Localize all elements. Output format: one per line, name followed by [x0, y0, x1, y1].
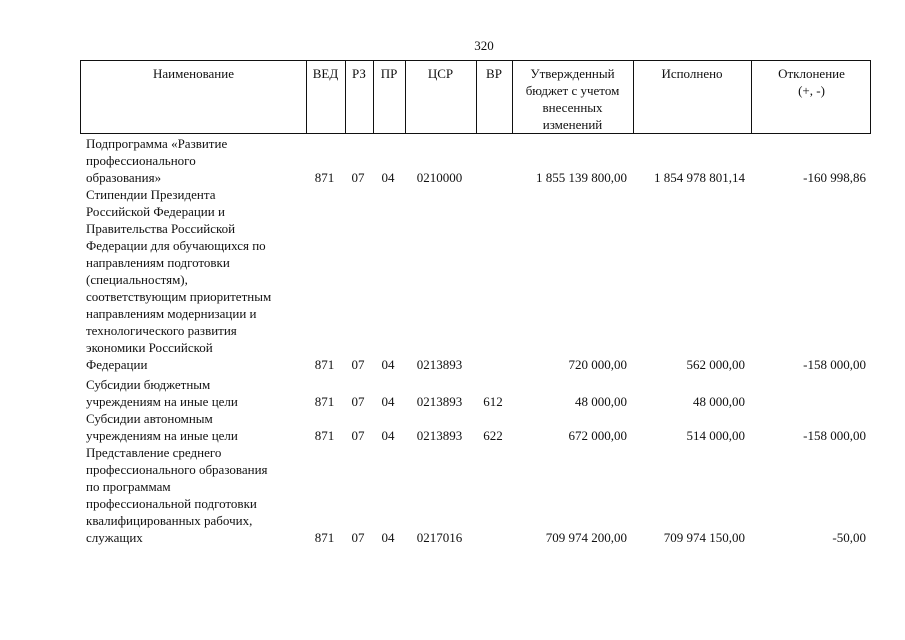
- cell-approved: 720 000,00: [568, 357, 627, 372]
- header-approved-line: изменений: [542, 117, 603, 132]
- header-vr: ВР: [486, 66, 502, 81]
- table-header: [80, 60, 871, 134]
- header-deviation: [751, 61, 872, 99]
- cell-deviation: -50,00: [832, 530, 866, 545]
- cell-pr: 04: [381, 530, 395, 545]
- cell-executed: 514 000,00: [686, 428, 745, 443]
- row-name-line: профессиональной подготовки: [86, 496, 257, 511]
- row-name-line: образования»: [86, 170, 162, 185]
- row-name-line: Правительства Российской: [86, 221, 236, 236]
- row-name-line: Субсидии бюджетным: [86, 377, 211, 392]
- cell-rz: 07: [351, 428, 365, 443]
- row-name-line: направлениям подготовки: [86, 255, 230, 270]
- cell-ved: 871: [314, 394, 335, 409]
- cell-approved: 672 000,00: [568, 428, 627, 443]
- row-name-line: профессионального: [86, 153, 196, 168]
- cell-executed: 1 854 978 801,14: [654, 170, 745, 185]
- cell-pr: 04: [381, 357, 395, 372]
- row-name-line: Подпрограмма «Развитие: [86, 136, 228, 151]
- cell-csr: 0217016: [416, 530, 463, 545]
- cell-deviation: -160 998,86: [803, 170, 866, 185]
- cell-deviation: -158 000,00: [803, 357, 866, 372]
- cell-executed: 562 000,00: [686, 357, 745, 372]
- header-deviation-line: (+, -): [798, 83, 825, 98]
- cell-approved: 48 000,00: [575, 394, 627, 409]
- header-pr: ПР: [380, 66, 398, 81]
- header-deviation-line: Отклонение: [778, 66, 845, 81]
- cell-rz: 07: [351, 357, 365, 372]
- row-name-line: соответствующим приоритетным: [86, 289, 272, 304]
- cell-csr: 0213893: [416, 428, 463, 443]
- header-approved-line: внесенных: [542, 100, 603, 115]
- cell-rz: 07: [351, 530, 365, 545]
- row-name: [86, 135, 311, 186]
- cell-executed: 709 974 150,00: [663, 530, 745, 545]
- header-rz: РЗ: [352, 66, 366, 81]
- header-executed: Исполнено: [661, 66, 723, 81]
- cell-vr: 622: [483, 428, 503, 443]
- cell-ved: 871: [314, 530, 335, 545]
- row-name-line: Представление среднего: [86, 445, 222, 460]
- header-name: Наименование: [153, 66, 234, 81]
- row-name-line: экономики Российской: [86, 340, 213, 355]
- cell-rz: 07: [351, 394, 365, 409]
- row-name-line: служащих: [86, 530, 143, 545]
- row-name: [86, 186, 311, 373]
- row-name-line: учреждениям на иные цели: [86, 428, 238, 443]
- cell-csr: 0210000: [416, 170, 463, 185]
- cell-pr: 04: [381, 428, 395, 443]
- row-name: [86, 444, 311, 546]
- row-name-line: направлениям модернизации и: [86, 306, 257, 321]
- header-csr: ЦСР: [427, 66, 454, 81]
- row-name-line: (специальностям),: [86, 272, 188, 287]
- row-name-line: Федерации для обучающихся по: [86, 238, 266, 253]
- cell-csr: 0213893: [416, 357, 463, 372]
- cell-ved: 871: [314, 357, 335, 372]
- row-name-line: Федерации: [86, 357, 148, 372]
- row-name: [86, 376, 311, 410]
- cell-vr: 612: [483, 394, 503, 409]
- row-name-line: Субсидии автономным: [86, 411, 213, 426]
- cell-rz: 07: [351, 170, 365, 185]
- cell-pr: 04: [381, 394, 395, 409]
- cell-executed: 48 000,00: [693, 394, 745, 409]
- row-name-line: учреждениям на иные цели: [86, 394, 238, 409]
- row-name-line: технологического развития: [86, 323, 237, 338]
- cell-ved: 871: [314, 170, 335, 185]
- page-number: 320: [474, 38, 494, 53]
- cell-approved: 1 855 139 800,00: [536, 170, 627, 185]
- cell-ved: 871: [314, 428, 335, 443]
- cell-approved: 709 974 200,00: [545, 530, 627, 545]
- row-name-line: Стипендии Президента: [86, 187, 216, 202]
- row-name-line: профессионального образования: [86, 462, 268, 477]
- cell-deviation: -158 000,00: [803, 428, 866, 443]
- row-name: [86, 410, 311, 444]
- header-approved: [512, 61, 633, 133]
- row-name-line: квалифицированных рабочих,: [86, 513, 253, 528]
- cell-csr: 0213893: [416, 394, 463, 409]
- row-name-line: Российской Федерации и: [86, 204, 225, 219]
- header-approved-line: бюджет с учетом: [525, 83, 620, 98]
- header-ved: ВЕД: [312, 66, 339, 81]
- header-approved-line: Утвержденный: [530, 66, 615, 81]
- row-name-line: по программам: [86, 479, 171, 494]
- cell-pr: 04: [381, 170, 395, 185]
